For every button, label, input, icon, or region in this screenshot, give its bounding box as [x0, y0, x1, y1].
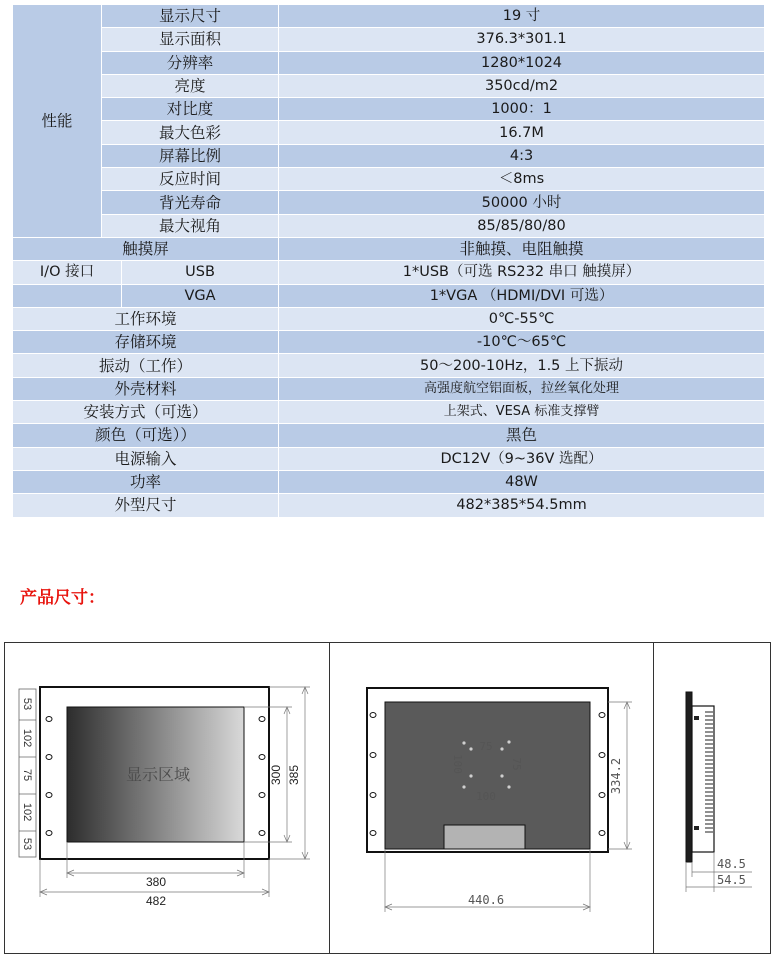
spec-value: DC12V（9~36V 选配）: [279, 447, 765, 470]
spec-value: 4:3: [279, 144, 765, 167]
mounting-hole: [46, 755, 52, 760]
vesa-bottom-label: 100: [476, 790, 496, 803]
spec-name: VGA: [122, 284, 279, 307]
mounting-hole: [259, 831, 265, 836]
section-heading: 产品尺寸：: [20, 588, 105, 608]
mounting-hole: [370, 793, 376, 798]
spec-value: 85/85/80/80: [279, 214, 765, 237]
side-view-drawing: [686, 692, 752, 892]
mounting-hole: [370, 713, 376, 718]
spec-value: 350cd/m2: [279, 74, 765, 97]
vesa-right-label: 75: [510, 757, 523, 771]
segment-label: 75: [21, 768, 33, 782]
side-front-bezel: [686, 692, 692, 862]
spec-name: 工作环境: [13, 307, 279, 330]
outer-height-label: 385: [287, 764, 301, 786]
spec-name: 背光寿命: [102, 191, 279, 214]
vesa-top-label: 75: [479, 740, 493, 753]
spec-value: 高强度航空铝面板，拉丝氧化处理: [279, 377, 765, 400]
spec-name: 屏幕比例: [102, 144, 279, 167]
spec-name: 安装方式（可选）: [13, 401, 279, 424]
spec-value: 48W: [279, 470, 765, 493]
mounting-hole: [599, 831, 605, 836]
display-area-label: 显示区域: [125, 765, 191, 784]
spec-name: 亮度: [102, 74, 279, 97]
mounting-hole: [599, 713, 605, 718]
spec-name: 颜色（可选））: [13, 424, 279, 447]
side-depth-inner-label: 48.5: [717, 857, 746, 871]
spec-value: -10℃～65℃: [279, 331, 765, 354]
category-io: I/O 接口: [13, 261, 122, 284]
segment-label: 53: [21, 697, 33, 711]
spec-value: 50000 小时: [279, 191, 765, 214]
mounting-hole: [259, 793, 265, 798]
back-width-label: 440.6: [467, 893, 505, 907]
spec-name: 触摸屏: [13, 237, 279, 260]
io-port-block: [444, 825, 525, 849]
back-height-label: 334.2: [609, 757, 623, 795]
segment-label: 102: [21, 802, 33, 822]
spec-name: 最大色彩: [102, 121, 279, 144]
spec-value: 黑色: [279, 424, 765, 447]
spec-name: 电源输入: [13, 447, 279, 470]
spec-name: 最大视角: [102, 214, 279, 237]
spec-value: 1*VGA （HDMI/DVI 可选）: [279, 284, 765, 307]
mounting-hole: [46, 793, 52, 798]
mounting-hole: [46, 717, 52, 722]
inner-width-label: 380: [145, 875, 167, 889]
spec-name: 对比度: [102, 98, 279, 121]
category-performance: 性能: [13, 5, 102, 238]
back-view-drawing: [367, 688, 632, 912]
spec-value: 1280*1024: [279, 51, 765, 74]
spec-value: 1000：1: [279, 98, 765, 121]
spec-name: 功率: [13, 470, 279, 493]
spec-value: ＜8ms: [279, 168, 765, 191]
spec-name: 分辨率: [102, 51, 279, 74]
front-view-drawing: [19, 687, 310, 908]
segment-label: 53: [21, 837, 33, 851]
spec-value: 1*USB（可选 RS232 串口 触摸屏）: [279, 261, 765, 284]
spec-name: 存储环境: [13, 331, 279, 354]
spec-name: 显示尺寸: [102, 5, 279, 28]
spec-value: 非触摸、电阻触摸: [279, 237, 765, 260]
spec-name: USB: [122, 261, 279, 284]
side-bracket: [694, 716, 699, 720]
spec-value: 19 寸: [279, 5, 765, 28]
segment-label: 102: [21, 728, 33, 748]
outer-width-label: 482: [145, 894, 167, 908]
spec-name: 反应时间: [102, 168, 279, 191]
spec-value: 376.3*301.1: [279, 28, 765, 51]
spec-value: 上架式、VESA 标准支撑臂: [279, 401, 765, 424]
spec-value: 0℃-55℃: [279, 307, 765, 330]
spec-value: 482*385*54.5mm: [279, 494, 765, 517]
spec-name: 振动（工作）: [13, 354, 279, 377]
mounting-hole: [46, 831, 52, 836]
spec-name: 外壳材料: [13, 377, 279, 400]
mounting-hole: [370, 831, 376, 836]
vesa-left-label: 100: [451, 754, 464, 774]
spec-value: 16.7M: [279, 121, 765, 144]
side-bracket: [694, 826, 699, 830]
mounting-hole: [259, 755, 265, 760]
spec-name: 外型尺寸: [13, 494, 279, 517]
spec-name: 显示面积: [102, 28, 279, 51]
mounting-hole: [599, 793, 605, 798]
mounting-hole: [599, 753, 605, 758]
mounting-hole: [259, 717, 265, 722]
inner-height-label: 300: [269, 764, 283, 786]
spec-value: 50～200-10Hz，1.5 上下振动: [279, 354, 765, 377]
side-depth-outer-label: 54.5: [717, 873, 746, 887]
mounting-hole: [370, 753, 376, 758]
